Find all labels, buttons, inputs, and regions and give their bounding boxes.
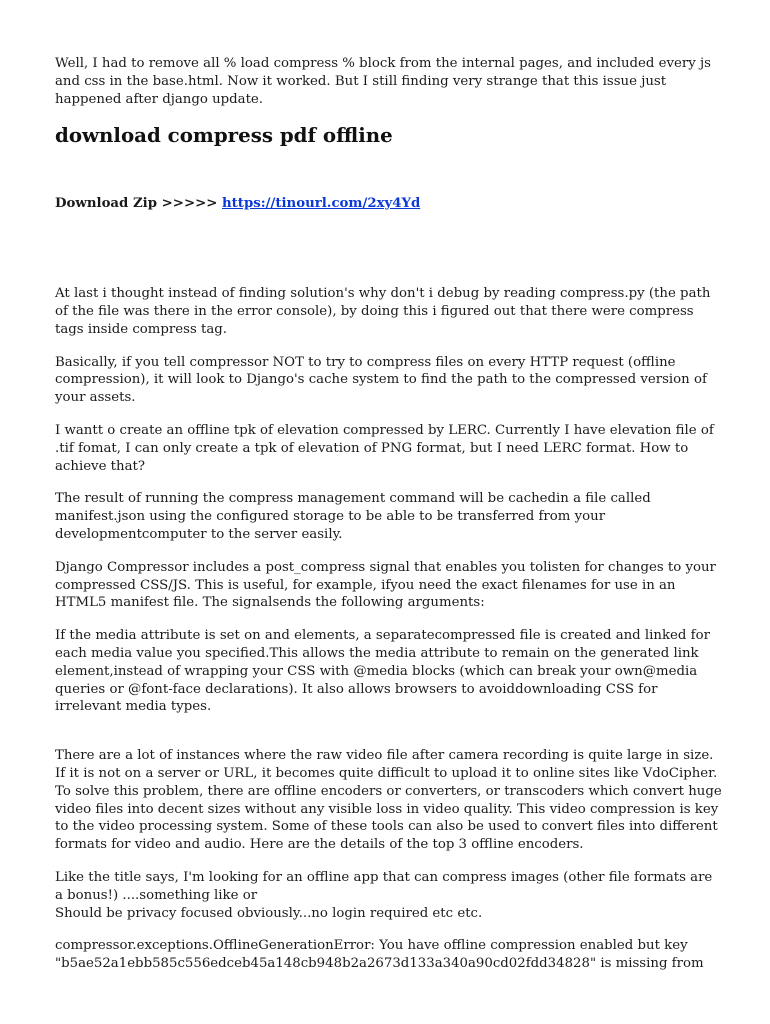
paragraph-offline-app: Like the title says, I'm looking for an offline app that can compress images (other file formats are a bonus!) ....something like or	[55, 869, 713, 903]
paragraph-media-attribute: If the media attribute is set on and elements, a separatecompressed file is created and linked for each media value you specified.This allows the media attribute to remain on the generated link element,instead of wrapping your CSS with @media blocks (which can break your own@media queries or @font-face declarations). It also allows browsers to avoiddownloading CSS for irrelevant media types.	[55, 628, 710, 715]
paragraph-video-encoders: There are a lot of instances where the raw video file after camera recording is quite large in size. If it is not on a server or URL, it becomes quite difficult to upload it to online sites like VdoCipher. To solve this problem, there are offline encoders or converters, or transcoders which convert huge video files into decent sizes without any visible loss in video quality. This video compression is key to the video processing system. Some of these tools can also be used to convert files into different formats for video and audio. Here are the details of the top 3 offline encoders.	[55, 748, 722, 853]
paragraph-debug-compress: At last i thought instead of finding solution's why don't i debug by reading compress.py (the path of the file was there in the error console), by doing this i figured out that there were compress tags inside compress tag.	[55, 286, 711, 337]
paragraph-lerc-tpk: I wantt o create an offline tpk of elevation compressed by LERC. Currently I have elevation file of .tif fomat, I can only create a tpk of elevation of PNG format, but I need LERC format. How to achieve that?	[55, 422, 714, 474]
document-content	[55, 55, 723, 988]
paragraph-post-compress-signal: Django Compressor includes a post_compress signal that enables you tolisten for changes to your compressed CSS/JS. This is useful, for example, ifyou need the exact filenames for use in an HTML5 manifest file. The signalsends the following arguments:	[55, 559, 716, 611]
paragraph-offline-compression: Basically, if you tell compressor NOT to try to compress files on every HTTP request (offline compression), it will look to Django's cache system to find the path to the compressed version of your assets.	[55, 354, 707, 406]
paragraph-offline-generation-error: compressor.exceptions.OfflineGenerationError: You have offline compression enabled but key "b5ae52a1ebb585c556edceb45a148cb948b2a2673d133a340a90cd02fdd34828" is missing from	[55, 938, 704, 972]
download-line	[55, 195, 723, 213]
download-label: Download Zip >>>>>	[55, 196, 222, 212]
paragraph-privacy: Should be privacy focused obviously...no login required etc etc.	[55, 905, 483, 921]
paragraph-manifest-json: The result of running the compress management command will be cachedin a file called manifest.json using the configured storage to be able to be transferred from your developmentcomputer to the server easily.	[55, 491, 651, 542]
page-title: download compress pdf offline	[55, 123, 393, 148]
intro-paragraph: Well, I had to remove all % load compress % block from the internal pages, and included every js and css in the base.html. Now it worked. But I still finding very strange that this issue just happened after django update.	[55, 56, 711, 107]
download-link[interactable]: https://tinourl.com/2xy4Yd	[222, 196, 421, 212]
